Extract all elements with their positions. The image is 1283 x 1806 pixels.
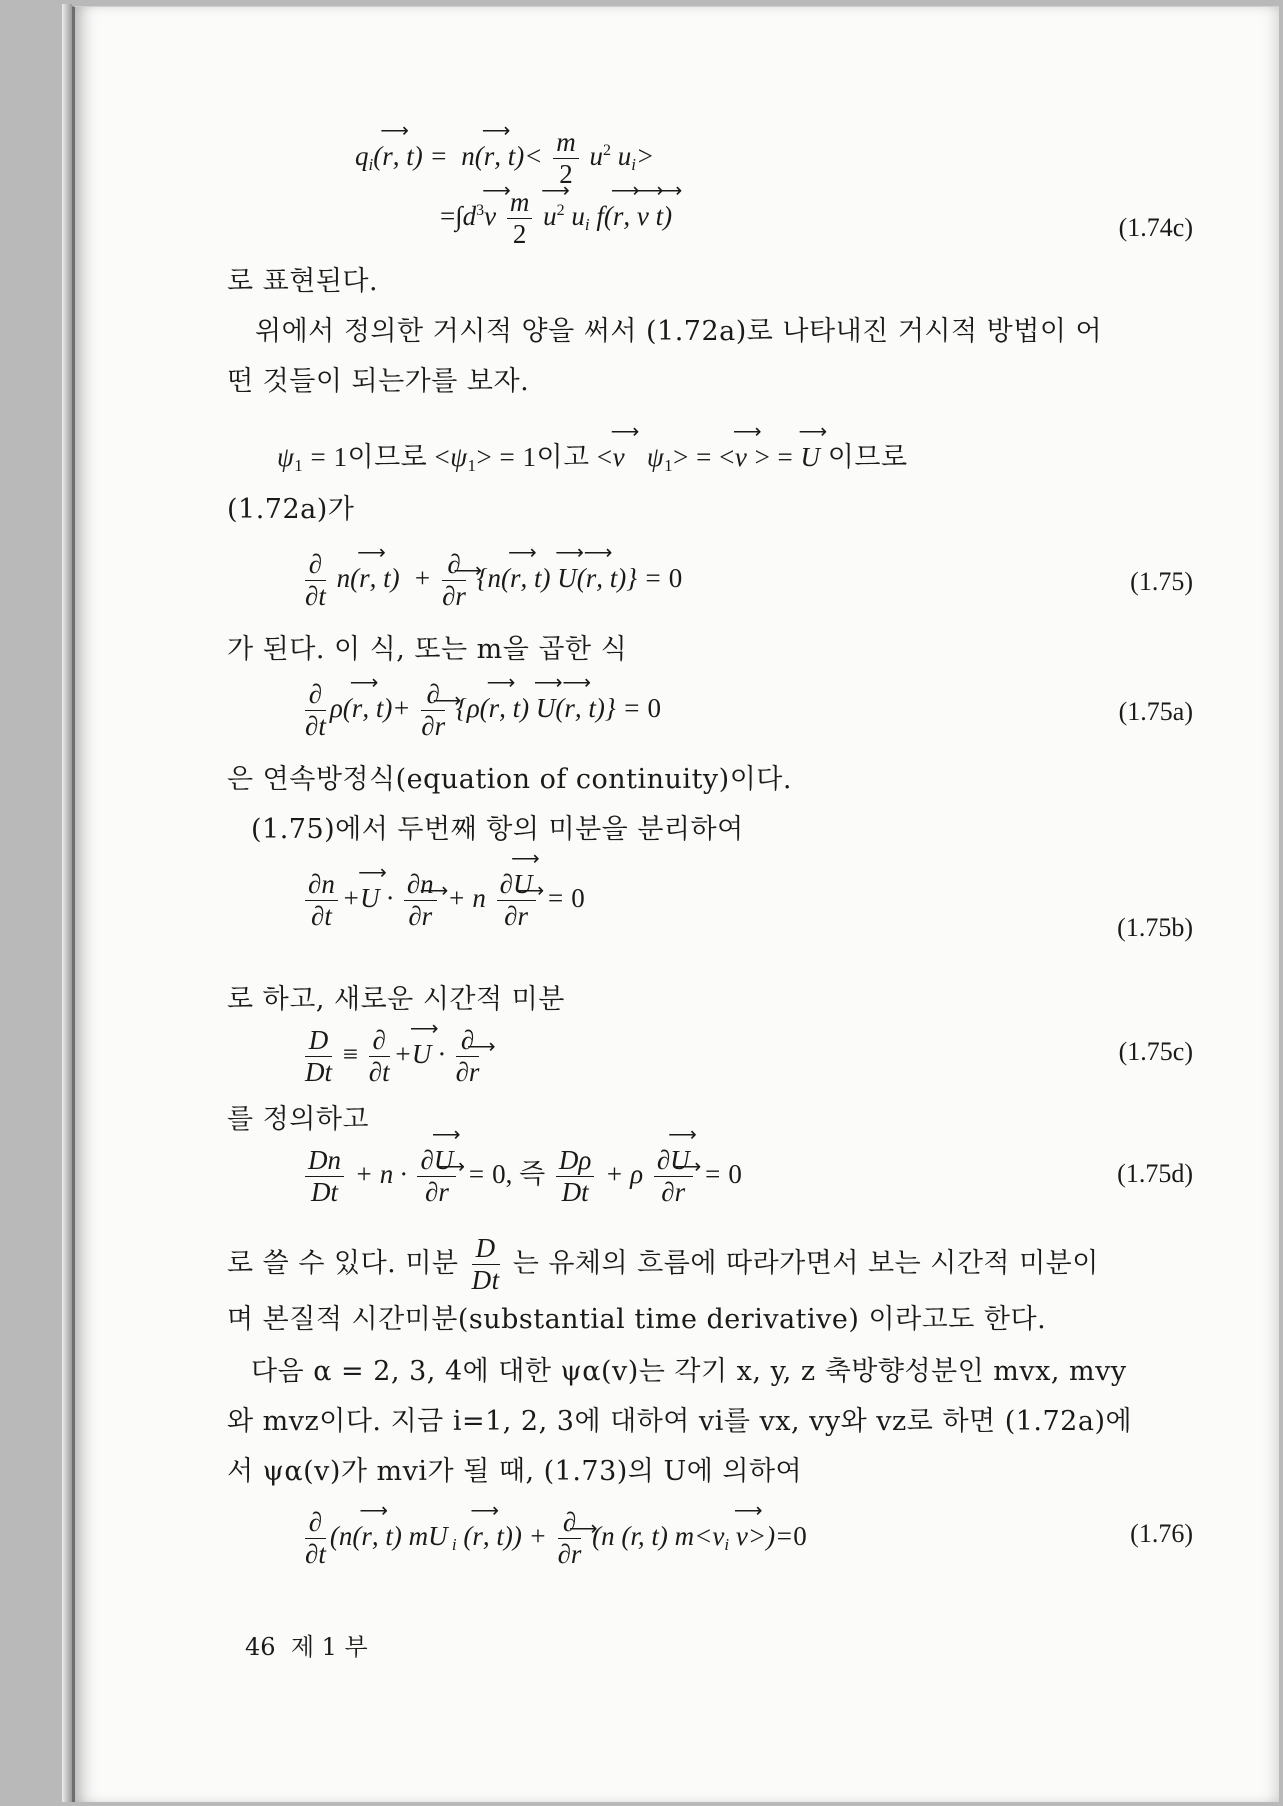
equation-1-75b: $\frac{\partial n}{\partial t}$ +⟶ U · $\frac{\partial n}{\partial⟶ r}$ + n $\frac{\partial⟶ U}{\partial⟶ r}$ = 0 — [301, 869, 585, 932]
text-line-12: 다음 α = 2, 3, 4에 대한 ψα(v)는 각기 x, y, z 축방향성분인 mvx, mvy — [251, 1356, 1127, 1387]
text-line-13: 와 mvz이다. 지금 i=1, 2, 3에 대하여 vi를 vx, vy와 vz로 하면 (1.72a)에 — [227, 1406, 1133, 1437]
text-line-10: 로 쓸 수 있다. 미분 $\frac{D}{Dt}$ 는 유체의 흐름에 따라가면서 보는 시간적 미분이 — [227, 1233, 1099, 1296]
text-line-1: 로 표현된다. — [227, 266, 379, 297]
equation-number-1-75c: (1.75c) — [1118, 1037, 1193, 1066]
text-line-14: 서 ψα(v)가 mvi가 될 때, (1.73)의 U에 의하여 — [227, 1456, 803, 1487]
equation-1-75a: $\frac{\partial}{\partial t}$ ρ(⟶ r, t)+ $\frac{\partial}{\partial⟶ r}$ {ρ(⟶ r, t) ⟶ U(⟶ r, t)} = 0 — [301, 679, 661, 742]
text-line-8: 로 하고, 새로운 시간적 미분 — [227, 984, 565, 1015]
equation-1-75: $\frac{\partial}{\partial t}$ n(⟶ r, t) + $\frac{\partial}{\partial⟶ r}$ {n(⟶ r, t) ⟶ U(⟶ r, t)} = 0 — [301, 549, 682, 612]
page-footer — [245, 1627, 368, 1662]
equation-1-76: $\frac{\partial}{\partial t}$ (n(⟶ r, t) mU $_i$ (⟶ r, t)) + $\frac{\partial}{\partial⟶ r}$ (n (r, t) $m<v_i$ ⟶ v>)=0 — [301, 1507, 807, 1570]
equation-number-1-75a: (1.75a) — [1118, 697, 1193, 726]
equation-number-1-75b: (1.75b) — [1117, 913, 1193, 942]
equation-number-1-75d: (1.75d) — [1117, 1159, 1193, 1188]
equation-1-74c-line2: $=\int d^3⟶$ v $\frac{m}{2}$ ⟶ $u^2$ $u_i$ f(⟶ r, ⟶ v ⟶ t) — [440, 187, 672, 250]
equation-1-75c: $\frac{D}{Dt}$ ≡ $\frac{\partial}{\partial t}$ +⟶ U · $\frac{\partial}{\partial⟶ r}$ — [301, 1025, 483, 1088]
text-line-6: 은 연속방정식(equation of continuity)이다. — [227, 764, 792, 795]
book-spine — [62, 4, 72, 1802]
text-line-7: (1.75)에서 두번째 항의 미분을 분리하여 — [251, 814, 744, 845]
text-line-4b: (1.72a)가 — [227, 494, 355, 525]
book-page — [72, 6, 1279, 1802]
text-line-5: 가 된다. 이 식, 또는 m을 곱한 식 — [227, 634, 628, 665]
text-line-3: 떤 것들이 되는가를 보자. — [227, 366, 530, 397]
page-number: 46 — [245, 1633, 276, 1661]
part-label: 제 1 부 — [290, 1633, 368, 1661]
equation-1-74c-line1: $q_i(⟶$ r, t) = n(⟶ r, t)< $\frac{m}{2}$ $u^2$ $u_i>$ — [355, 127, 654, 190]
text-line-2: 위에서 정의한 거시적 양을 써서 (1.72a)로 나타내진 거시적 방법이 어 — [255, 316, 1103, 347]
equation-1-75d: $\frac{Dn}{Dt}$ + n · $\frac{\partial⟶ U}{\partial⟶ r}$ = 0, 즉 $\frac{D\rho}{Dt}$ + ρ $\frac{\partial⟶ U}{\partial⟶ r}$ = 0 — [301, 1145, 742, 1208]
equation-number-1-74c: (1.74c) — [1118, 213, 1193, 242]
text-line-9: 를 정의하고 — [227, 1104, 369, 1135]
text-line-11: 며 본질적 시간미분(substantial time derivative) 이라고도 한다. — [227, 1304, 1047, 1335]
text-line-4a: $\psi_1 = 1$이므로 $<\psi_1> = 1$이고 <⟶ v $\psi_1>$ = <⟶ v > = ⟶ U 이므로 — [277, 435, 908, 476]
equation-number-1-75: (1.75) — [1130, 567, 1193, 596]
equation-number-1-76: (1.76) — [1130, 1519, 1193, 1548]
